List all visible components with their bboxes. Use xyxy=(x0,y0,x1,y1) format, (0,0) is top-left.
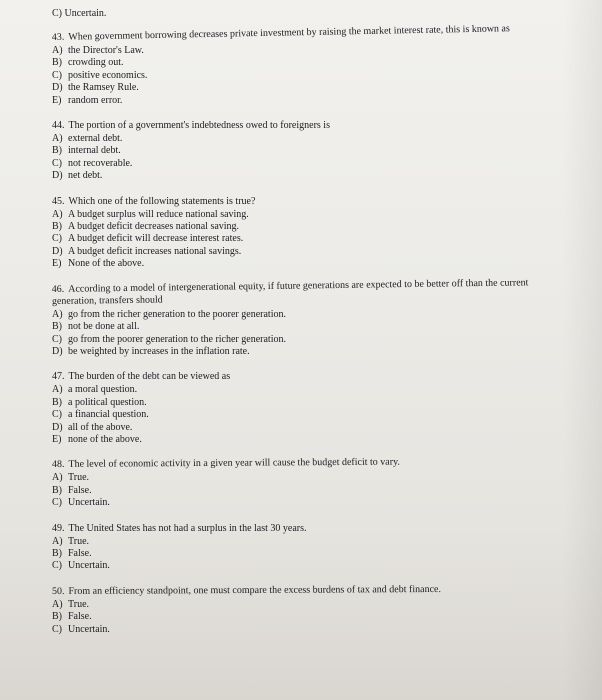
question-stem xyxy=(52,196,572,208)
option-text: True. xyxy=(68,598,90,610)
option-label: A) xyxy=(52,598,63,610)
option-text: not recoverable. xyxy=(68,157,133,169)
option-label: C) xyxy=(52,157,62,169)
option-label: B) xyxy=(52,57,62,69)
option-text: a political question. xyxy=(68,396,147,408)
option-label: A) xyxy=(52,133,63,145)
question-47 xyxy=(52,371,572,446)
answer-option xyxy=(52,536,572,548)
option-label: B) xyxy=(52,547,62,559)
question-stem xyxy=(52,456,572,472)
option-label: D) xyxy=(52,82,63,94)
question-number: 44. xyxy=(52,120,65,132)
option-text: False. xyxy=(68,547,92,559)
answer-option xyxy=(52,70,572,82)
option-label: A) xyxy=(52,384,63,396)
question-number: 43. xyxy=(51,31,65,44)
answer-option xyxy=(52,258,572,270)
answer-option xyxy=(52,45,572,57)
option-text: None of the above. xyxy=(68,258,145,270)
option-label: B) xyxy=(52,145,62,157)
answer-option xyxy=(52,95,572,107)
option-label: A) xyxy=(52,308,63,320)
option-text: go from the poorer generation to the richer generation. xyxy=(68,333,286,345)
answer-options xyxy=(52,45,572,107)
option-text: internal debt. xyxy=(68,145,121,157)
option-text: a financial question. xyxy=(68,409,149,421)
option-text: Uncertain. xyxy=(68,560,110,572)
option-text: A budget deficit increases national savings. xyxy=(68,245,242,257)
question-text: According to a model of intergenerational equity, if future generations are expected to be better off than the current generation, transfers should xyxy=(51,277,529,307)
option-text: A budget deficit will decrease interest rates. xyxy=(68,233,244,245)
question-stem xyxy=(52,22,572,44)
question-text: When government borrowing decreases private investment by raising the market interest rate, this is known as xyxy=(68,23,510,43)
question-number: 48. xyxy=(51,459,65,471)
question-number: 50. xyxy=(51,585,65,597)
option-text: all of the above. xyxy=(68,421,133,433)
option-label: B) xyxy=(52,611,62,623)
option-label: C) xyxy=(52,623,62,635)
option-label: C) xyxy=(52,69,62,81)
option-text: a moral question. xyxy=(68,384,138,396)
option-label: D) xyxy=(52,245,63,257)
option-label: C) xyxy=(52,333,62,345)
answer-options xyxy=(52,536,572,573)
question-number: 47. xyxy=(52,371,65,383)
answer-option xyxy=(52,334,572,346)
answer-option xyxy=(52,57,572,69)
answer-option xyxy=(52,158,572,170)
answer-option xyxy=(52,221,572,233)
answer-option xyxy=(52,560,572,572)
answer-option xyxy=(52,548,572,560)
option-label: D) xyxy=(52,421,63,433)
answer-option xyxy=(52,397,572,409)
answer-option xyxy=(52,82,572,94)
option-label: B) xyxy=(52,484,62,496)
question-46 xyxy=(51,277,572,359)
option-text: True. xyxy=(68,472,90,484)
option-label: E) xyxy=(52,258,62,270)
question-stem xyxy=(52,276,572,307)
answer-option xyxy=(52,422,572,434)
question-stem xyxy=(52,371,572,383)
answer-option xyxy=(52,384,572,396)
answer-option xyxy=(52,599,572,611)
option-text: Uncertain. xyxy=(64,8,107,19)
question-text: The portion of a government's indebtedness owed to foreigners is xyxy=(68,120,330,132)
question-text: The burden of the debt can be viewed as xyxy=(68,371,231,383)
option-text: True. xyxy=(68,535,90,547)
answer-option xyxy=(52,133,572,145)
option-label: C) xyxy=(52,497,62,509)
answer-options xyxy=(52,133,572,183)
option-text: False. xyxy=(68,611,92,623)
option-text: go from the richer generation to the poorer generation. xyxy=(68,308,286,320)
answer-option xyxy=(52,246,572,258)
option-label: C) xyxy=(52,233,62,245)
question-stem xyxy=(52,583,572,598)
option-text: the Ramsey Rule. xyxy=(68,82,139,94)
question-49 xyxy=(52,523,572,573)
option-label: E) xyxy=(52,94,62,106)
question-stem xyxy=(52,120,572,132)
option-label: C) xyxy=(52,560,62,572)
answer-option xyxy=(52,624,572,636)
previous-question-option xyxy=(52,8,572,20)
option-text: be weighted by increases in the inflation rate. xyxy=(68,345,250,357)
option-label: C) xyxy=(52,8,62,19)
option-label: E) xyxy=(52,433,62,445)
option-label: D) xyxy=(52,345,63,357)
option-text: none of the above. xyxy=(68,433,142,445)
question-text: The level of economic activity in a given year will cause the budget deficit to vary. xyxy=(68,456,400,471)
option-label: A) xyxy=(52,472,63,484)
option-text: False. xyxy=(68,484,92,496)
option-label: A) xyxy=(52,535,63,547)
option-text: positive economics. xyxy=(68,69,148,81)
question-44 xyxy=(52,120,572,183)
option-text: not be done at all. xyxy=(68,321,140,333)
question-number: 45. xyxy=(52,195,65,207)
answer-options xyxy=(52,209,572,271)
answer-option xyxy=(52,485,572,497)
question-text: The United States has not had a surplus in the last 30 years. xyxy=(68,522,307,534)
option-label: B) xyxy=(52,396,62,408)
option-label: D) xyxy=(52,170,63,182)
option-text: net debt. xyxy=(68,170,103,182)
option-text: random error. xyxy=(68,94,123,106)
question-text: From an efficiency standpoint, one must compare the excess burdens of tax and debt finance. xyxy=(68,583,441,597)
option-label: A) xyxy=(52,208,63,220)
option-text: Uncertain. xyxy=(68,623,110,635)
question-stem xyxy=(52,523,572,535)
question-number: 49. xyxy=(52,522,65,534)
option-text: external debt. xyxy=(68,133,123,145)
option-text: Uncertain. xyxy=(68,497,110,509)
answer-options xyxy=(52,384,572,446)
answer-option xyxy=(52,434,572,446)
answer-option xyxy=(52,346,572,358)
answer-option xyxy=(52,497,572,509)
question-number: 46. xyxy=(51,283,65,295)
option-label: B) xyxy=(52,221,62,233)
answer-option xyxy=(52,170,572,182)
option-text: the Director's Law. xyxy=(68,45,144,56)
answer-option xyxy=(52,409,572,421)
question-43 xyxy=(51,23,572,107)
document-content xyxy=(52,8,572,649)
question-text: Which one of the following statements is true? xyxy=(68,195,256,207)
answer-option xyxy=(52,611,572,623)
option-label: B) xyxy=(52,321,62,333)
answer-option xyxy=(52,145,572,157)
answer-options xyxy=(52,309,572,359)
option-text: crowding out. xyxy=(68,57,124,69)
question-48 xyxy=(51,456,572,509)
option-label: A) xyxy=(52,45,63,56)
question-50 xyxy=(51,583,572,636)
answer-option xyxy=(52,472,572,484)
option-text: A budget surplus will reduce national saving. xyxy=(68,208,249,220)
answer-option xyxy=(52,209,572,221)
answer-option xyxy=(52,309,572,321)
answer-option xyxy=(52,321,572,333)
option-text: A budget deficit decreases national saving. xyxy=(68,221,240,233)
answer-options xyxy=(52,599,572,636)
option-label: C) xyxy=(52,409,62,421)
question-45 xyxy=(52,196,572,271)
answer-option xyxy=(52,233,572,245)
answer-options xyxy=(52,472,572,509)
